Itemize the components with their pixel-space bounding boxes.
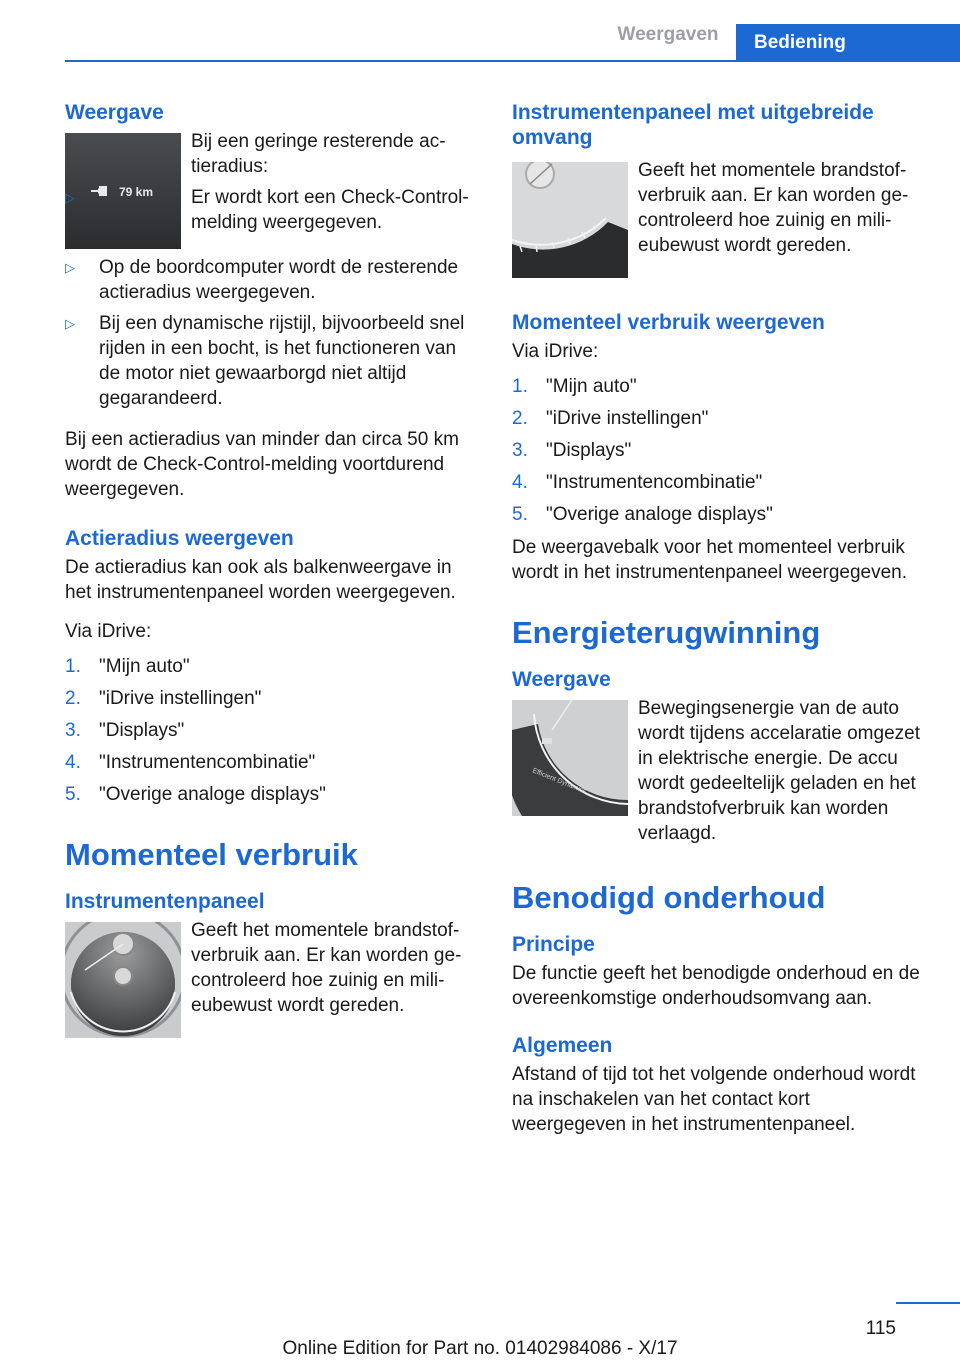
list-item: 4. "Instrumentencombinatie" [65, 752, 316, 773]
list-item: 1. "Mijn auto" [512, 376, 637, 397]
chapter-title-energieterugwinning: Energieterugwinning [512, 615, 821, 650]
header-tab-bediening[interactable]: Bediening [736, 24, 960, 62]
bullet-triangle-icon: ▷ [65, 190, 75, 205]
list-item: 2. "iDrive instellingen" [512, 408, 709, 429]
header-rule [65, 60, 960, 62]
page-number: 115 [865, 1318, 896, 1339]
fig-row-range [65, 129, 481, 255]
chapter-title-benodigd-onderhoud: Benodigd onderhoud [512, 880, 826, 915]
section-title-principe: Principe [512, 933, 595, 956]
idrive-steps-list [512, 374, 928, 527]
chapter-title-momenteel-verbruik: Momenteel verbruik [65, 837, 358, 872]
algemeen-para: Afstand of tijd tot het volgende onderhoud wordt na inschakelen van het contact kort weergegeven in het instrumentenpaneel. [512, 1064, 916, 1135]
list-item: 5. "Overige analoge displays" [512, 504, 773, 525]
consumption-gauge-figure [65, 922, 181, 1038]
range-intro: Bij een geringe resterende actieradius: [191, 131, 446, 177]
energy-gauge-figure [512, 700, 628, 816]
list-item: 3. "Displays" [512, 440, 632, 461]
section-title-uitgebreide-omvang: Instrumentenpaneel met uitgebreide omvang [512, 101, 874, 149]
efficient-dynamics-label: Efficient Dynamics [531, 767, 588, 796]
left-column [65, 100, 481, 1044]
right-column [512, 100, 928, 1151]
range-value: 79 km [119, 185, 154, 199]
section-title-momenteel-verbruik-weergeven: Momenteel verbruik weergeven [512, 311, 825, 334]
actieradius-para: De actieradius kan ook als balkenweergave in het instrumentenpaneel worden weergegeven. [65, 557, 456, 603]
section-title-weergave-energy: Weergave [512, 668, 611, 691]
list-item: 1. "Mijn auto" [65, 656, 190, 677]
fig-row-energy [512, 696, 928, 846]
section-title-actieradius: Actieradius weergeven [65, 527, 294, 550]
bullet-triangle-icon: ▷ [65, 316, 75, 331]
battery-icon [542, 738, 552, 744]
section-title-algemeen: Algemeen [512, 1034, 613, 1057]
list-item: 3. "Displays" [65, 720, 185, 741]
section-title-weergave: Weergave [65, 101, 164, 124]
section-title-instrumentenpaneel: Instrumentenpaneel [65, 890, 265, 913]
via-idrive-label: Via iDrive: [65, 621, 152, 642]
range-note: Bij een actieradius van minder dan circa 50 km wordt de Check-Control-melding voortdurend weergegeven. [65, 429, 459, 500]
online-edition-label: Online Edition for Part no. 01402984086 - X/17 [282, 1338, 678, 1359]
list-item: 5. "Overige analoge displays" [65, 784, 326, 805]
extended-para: Geeft het momentele brandstofverbruik aan. Er kan worden gecontroleerd hoe zuinig en milieubewust wordt gereden. [638, 160, 909, 256]
idrive-steps-list [65, 654, 481, 807]
page-header [0, 0, 960, 62]
bullet-item: ▷ Bij een dynamische rijstijl, bijvoorbeeld snel rijden in een bocht, is het functioneren van de motor niet gewaarborgd niet altijd gegarandeerd. [65, 313, 465, 409]
energy-para: Bewegingsenergie van de auto wordt tijdens accelaratie omgezet in elektrische energie. De accu wordt gedeeltelijk geladen en het brandstofverbruik kan worden verlaagd. [638, 698, 920, 844]
extended-gauge-figure [512, 162, 628, 278]
principe-para: De functie geeft het benodigde onderhoud en de overeenkomstige onderhoudsomvang aan. [512, 963, 920, 1009]
consumption-para: Geeft het momentele brandstofverbruik aan. Er kan worden gecontroleerd hoe zuinig en milieubewust wordt gereden. [191, 920, 462, 1016]
bullet-triangle-icon: ▷ [65, 260, 75, 275]
verbruik-bar-para: De weergavebalk voor het momenteel verbruik wordt in het instrumentenpaneel weergegeven. [512, 537, 908, 583]
header-tab-weergaven[interactable]: Weergaven [617, 24, 719, 45]
bullet-item: ▷ Er wordt kort een Check-Control-melding weergegeven. [65, 187, 469, 233]
list-item: 2. "iDrive instellingen" [65, 688, 262, 709]
fig-row-extended [512, 158, 928, 284]
fig-row-consumption [65, 918, 481, 1044]
via-idrive-label: Via iDrive: [512, 341, 599, 362]
footer-rule [896, 1302, 960, 1304]
list-item: 4. "Instrumentencombinatie" [512, 472, 763, 493]
bullet-item: ▷ Op de boordcomputer wordt de resterende actieradius weergegeven. [65, 257, 459, 303]
